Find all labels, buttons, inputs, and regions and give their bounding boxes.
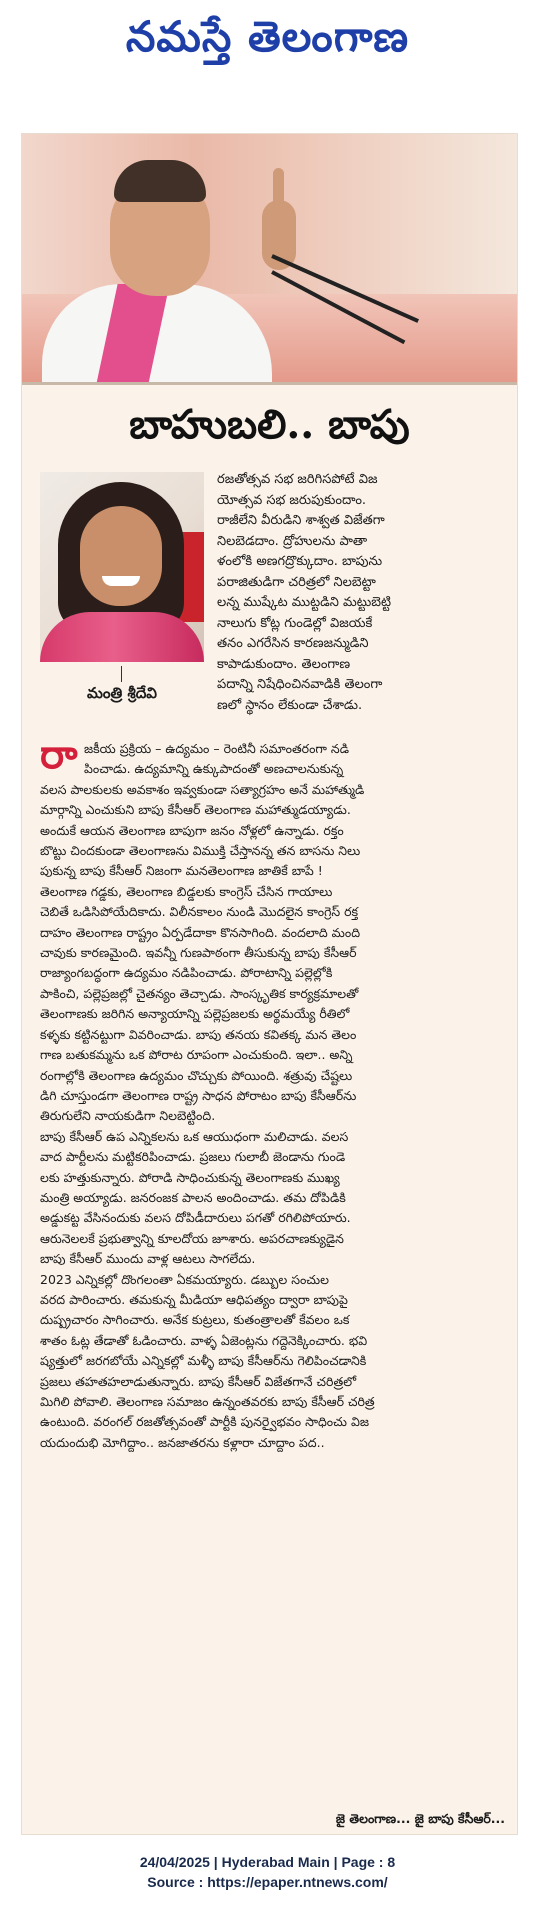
intro-line: లన్న ముష్కేట ముట్టడిని మట్టుబెట్టి [217,595,392,610]
intro-line: నాలుగు కోట్ల గుండెల్లో విజయకే [217,615,373,631]
intro-line: నిలబెడదాం. ద్రోహులను పాతా [217,533,368,549]
body-line: రాజ్యాంగబద్ధంగా ఉద్యమం నడిపించాడు. పోరాటాన్ని పల్లెల్లోకి [40,965,333,981]
divider [22,382,517,385]
body-line: తెలంగాణకు జరిగిన అన్యాయాన్ని పల్లెప్రజలకు అర్థమయ్యే రీతిలో [40,1006,350,1022]
masthead [0,0,535,92]
body-line: ఆరునెలలకే ప్రభుత్వాన్ని కూలదోయ జూశారు. అపరచాణక్యుడైన [40,1230,344,1246]
body-line: బాపు కేసీఆర్ ఉప ఎన్నికలను ఒక ఆయుధంగా మలిచాడు. వలస [40,1128,349,1144]
article-headline: బాహుబలి.. బాపు [129,401,410,448]
intro-line: కాపాడుకుందాం. తెలంగాణ [217,656,351,672]
author-photo [40,472,204,662]
body-line: వరద పారించారు. తమకున్న మీడియా ఆధిపత్యం ద్వారా బాపుపై [40,1291,348,1307]
body-line: మిగిలి పోవాలి. తెలంగాణ సమాజం ఉన్నంతవరకు బాపు కేసీఆర్ చరిత్ర [40,1394,375,1409]
body-line: పుకున్న బాపు కేసీఆర్ నిజంగా మనతెలంగాణ జాతికే బాపే ! [40,863,323,879]
intro-line: పదాన్ని నిషేధించినవాడికి తెలంగా [217,677,383,692]
body-line: మార్గాన్ని ఎంచుకుని బాపు కేసీఆర్ తెలంగాణ మహాత్ముడయ్యాడు. [40,802,351,818]
intro-line: తనం ఎగరేసిన కారణజన్ముడిని [217,636,369,651]
body-line: అందుకే ఆయన తెలంగాణ బాపుగా జనం నోళ్లలో ఉన్నాడు. రక్తం [40,822,344,838]
body-line: కళ్ళకు కట్టినట్టుగా వివరించాడు. బాపు తనయ కవితక్క మన తెలం [40,1026,357,1042]
source-link[interactable]: Source : https://epaper.ntnews.com/ [147,1874,388,1890]
body-line: తెలంగాణ గడ్డకు, తెలంగాణ బిడ్డలకు కాంగ్రెస్ చేసిన గాయాలు [40,883,333,899]
body-line: గాణ బతుకమ్మను ఒక పోరాట రూపంగా ఎంచుకుంది. ఇలా.. అన్ని [40,1047,353,1063]
drop-cap: రా [40,731,78,778]
article-signoff: జై తెలంగాణ... జై బాపు కేసీఆర్... [335,1811,505,1826]
author-caption: మంత్రి శ్రీదేవి [87,684,157,702]
body-line: చెబితే ఒడిసిపోయేదికాదు. విలీనకాలం నుండి మొదలైన కాంగ్రెస్ రక్త [40,904,359,920]
article-clipping [21,133,518,1835]
intro-line: రజతోత్సవ సభ జరిగిసపోటే విజ [217,472,378,487]
body-line: యదుందుభి మోగిద్దాం.. జనజాతరను కళ్లారా చూద్దాం పద.. [40,1434,325,1450]
body-line: రంగాల్లోకి తెలంగాణ ఉద్యమం చొచ్చుకు పోయింది. శత్రువు చేష్టలు [40,1067,353,1083]
body-line: వలస పాలకులకు అవకాశం ఇవ్వకుండా సత్యాగ్రహం అనే మహాత్ముడి [40,781,365,797]
body-line: బాపు కేసీఆర్ ముందు వాళ్ల ఆటలు సాగలేదు. [40,1251,256,1267]
body-line: ప్రజలు తహతహలాడుతున్నారు. బాపు కేసీఆర్ విజేతగానే చరిత్రలో [40,1373,357,1389]
body-line: జకీయ ప్రక్రియ – ఉద్యమం – రెంటినీ సమాంతరంగా నడి [84,741,349,756]
body-line: లకు హత్తుకున్నారు. పోరాడి సాధించుకున్న తెలంగాణకు ముఖ్య [40,1169,340,1185]
hero-photo [22,134,517,382]
intro-line: రాజీలేని వీరుడిని శాశ్వత విజేతగా [217,513,385,528]
footer [0,1852,535,1892]
body-line: డిగి చూస్తుండగా తెలంగాణ రాష్ట్ర సాధన పోరాటం బాపు కేసీఆర్‌ను [40,1087,357,1103]
body-line: శాతం ఓట్ల తేడాతో ఓడించారు. వాళ్ళ ఏజెంట్లను గద్దెనెక్కించారు. భవి [40,1332,368,1348]
caption-divider [121,666,122,682]
body-line: పించాడు. ఉద్యమాన్ని ఉక్కుపాదంతో అణచాలనుకున్న [84,761,344,777]
body-line: తిరుగులేని నాయకుడిగా నిలబెట్టింది. [40,1108,216,1124]
intro-paragraph [217,470,502,716]
intro-line: ళంలోకి అణగద్రొక్కుదాం. బాపును [217,554,383,569]
intro-line: యోత్సవ సభ జరుపుకుందాం. [217,492,367,508]
body-line: దాహం తెలంగాణ రాష్ట్రం ఏర్పడేదాకా కొనసాగింది. వందలాది మంది [40,924,361,940]
intro-line: పరాజితుడిగా చరిత్రలో నిలబెట్టా [217,574,376,590]
newspaper-logo: నమస్తే తెలంగాణ [125,12,410,61]
body-line: 2023 ఎన్నికల్లో దొంగలంతా ఏకమయ్యారు. డబ్బుల సంచుల [40,1271,329,1287]
body-line: ష్యత్తులో జరగబోయే ఎన్నికల్లో మళ్ళీ బాపు కేసీఆర్‌ను గెలిపించడానికి [40,1353,367,1369]
article-body [40,731,502,1453]
body-line: పాకించి, పల్లెప్రజల్లో చైతన్యం తెచ్చాడు. సాంస్కృతిక కార్యక్రమాలతో [40,985,359,1001]
body-line: బొట్టు చిందకుండా తెలంగాణను విముక్తి చేస్తానన్న తన బాసను నిలు [40,843,361,859]
intro-line: ణలో స్థానం లేకుండా చేశాడు. [217,697,363,713]
body-line: చావుకు కారణమైంది. ఇవన్నీ గుణపాఠంగా తీసుకున్న బాపు కేసీఆర్ [40,945,357,961]
body-line: దుష్ప్రచారం సాగించారు. అనేక కుట్రలు, కుతంత్రాలతో కేవలం ఒక [40,1312,350,1328]
body-line: ఉంటుంది. వరంగల్ రజతోత్సవంతో పార్టీకి పునర్వైభవం సాధించు విజ [40,1414,369,1430]
body-line: మంత్రి అయ్యాడు. జనరంజక పాలన అందించాడు. తమ దోపిడికి [40,1189,346,1205]
body-line: అడ్డుకట్ట వేసినందుకు వలస దోపిడీదారులు పగతో రగిలిపోయారు. [40,1210,351,1226]
body-line: వాద పార్టీలను మట్టికరిపించాడు. ప్రజలు గులాబీ జెండాను గుండె [40,1149,346,1165]
dateline: 24/04/2025 | Hyderabad Main | Page : 8 [139,1854,396,1870]
